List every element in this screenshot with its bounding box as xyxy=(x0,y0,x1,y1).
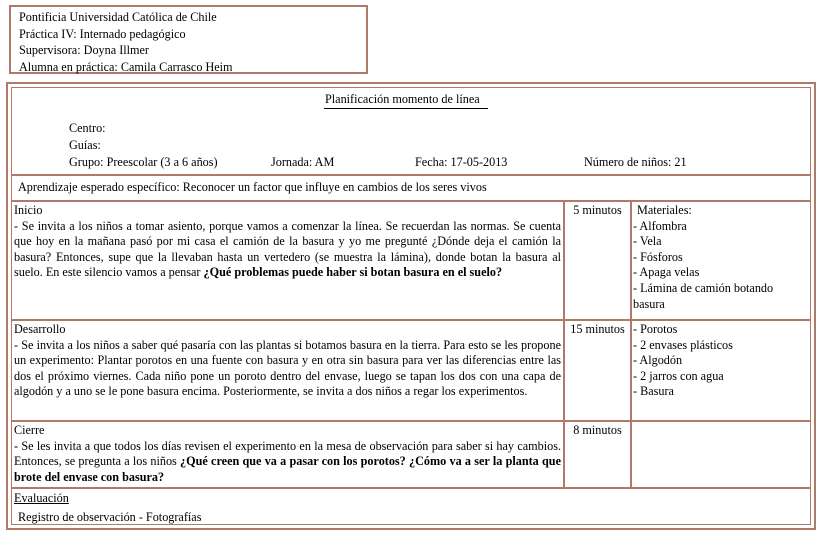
course-info-box xyxy=(9,5,368,74)
desarrollo-text: - Se invita a los niños a saber qué pasaría con las plantas si botamos basura en la tierra. Para esto se les propone un experimento: Plantar porotos en una fuente con basura y en otra sin basura para ver las diferencias entre las dos el próximo viernes. Cada niño pone un poroto dentro del envase, luego se tapan los dos con una capa de algodón y a uno se le pone basura encima. Posteriormente, se invita a dos niños a regar los experimentos. xyxy=(14,337,561,399)
aprendizaje-text: Aprendizaje esperado específico: Reconocer un factor que influye en cambios de los seres vivos xyxy=(18,180,487,194)
practice-name: Práctica IV: Internado pedagógico xyxy=(19,26,186,41)
inicio-question: ¿Qué problemas puede haber si botan basura en el suelo? xyxy=(203,265,503,280)
grupo-label: Grupo: Preescolar (3 a 6 años) xyxy=(69,155,218,169)
planning-table-inner xyxy=(11,87,811,525)
desarrollo-cell xyxy=(14,322,561,400)
inicio-text: - Se invita a los niños a tomar asiento, porque vamos a comenzar la línea. Se recuerdan las normas. Se cuenta que hoy en la mañana pasó por mi casa el camión de la basura y yo me pregunté ¿Dónde deja el camión la basura? Entonces, supe que la llevaban hasta un vertedero (se muestra la lámina), donde botan la basura al suelo. En este silencio vamos a pensar ¿Qué problemas puede haber si botan basura en el suelo? xyxy=(14,218,561,280)
divider xyxy=(12,200,810,202)
cierre-label: Cierre xyxy=(14,423,45,437)
supervisor-name: Supervisora: Doyna Illmer xyxy=(19,43,149,57)
divider xyxy=(12,420,810,422)
material-item: - Basura xyxy=(633,384,674,399)
material-item: - Alfombra xyxy=(633,218,687,233)
materials-title: Materiales: xyxy=(637,203,692,217)
material-item: - Lámina de camión botando basura xyxy=(633,280,774,311)
cierre-time: 8 minutos xyxy=(573,423,622,437)
desarrollo-label: Desarrollo xyxy=(14,322,66,336)
material-item: - Apaga velas xyxy=(633,265,700,280)
cierre-cell xyxy=(14,423,561,485)
materials-cell-1 xyxy=(633,203,803,312)
material-item: - Fósforos xyxy=(633,249,683,264)
cierre-text: - Se les invita a que todos los días revisen el experimento en la mesa de observación para saber si hay cambios. Entonces, se pregunta a los niños ¿Qué creen que va a pasar con los porotos? ¿Cómo va a ser la planta que brote del envase con basura? xyxy=(14,438,561,484)
column-divider xyxy=(563,200,565,487)
desarrollo-time: 15 minutos xyxy=(570,322,625,336)
student-name: Alumna en práctica: Camila Carrasco Heim xyxy=(19,59,233,74)
centro-label: Centro: xyxy=(69,121,106,135)
evaluacion-text: Registro de observación - Fotografías xyxy=(18,510,202,524)
inicio-cell xyxy=(14,203,561,281)
evaluacion-label: Evaluación xyxy=(14,491,69,505)
divider xyxy=(12,319,810,321)
column-divider xyxy=(630,200,632,487)
material-item: - Porotos xyxy=(633,322,678,336)
planning-table xyxy=(6,82,816,530)
material-item: - Algodón xyxy=(633,353,683,368)
plan-title: Planificación momento de línea xyxy=(324,92,488,109)
inicio-label: Inicio xyxy=(14,203,43,217)
jornada-label: Jornada: AM xyxy=(271,155,335,169)
university-name: Pontificia Universidad Católica de Chile xyxy=(19,10,217,24)
ninos-label: Número de niños: 21 xyxy=(584,155,687,169)
fecha-label: Fecha: 17-05-2013 xyxy=(415,155,508,169)
guias-label: Guías: xyxy=(69,138,101,152)
material-item: - 2 envases plásticos xyxy=(633,337,733,352)
materials-cell-2 xyxy=(633,322,803,400)
divider xyxy=(12,174,810,176)
cierre-question: ¿Qué creen que va a pasar con los porotos? ¿Cómo va a ser la planta que brote del envase con basura? xyxy=(14,454,561,484)
inicio-time: 5 minutos xyxy=(573,203,622,217)
material-item: - Vela xyxy=(633,234,662,249)
material-item: - 2 jarros con agua xyxy=(633,368,724,383)
divider xyxy=(12,487,810,489)
